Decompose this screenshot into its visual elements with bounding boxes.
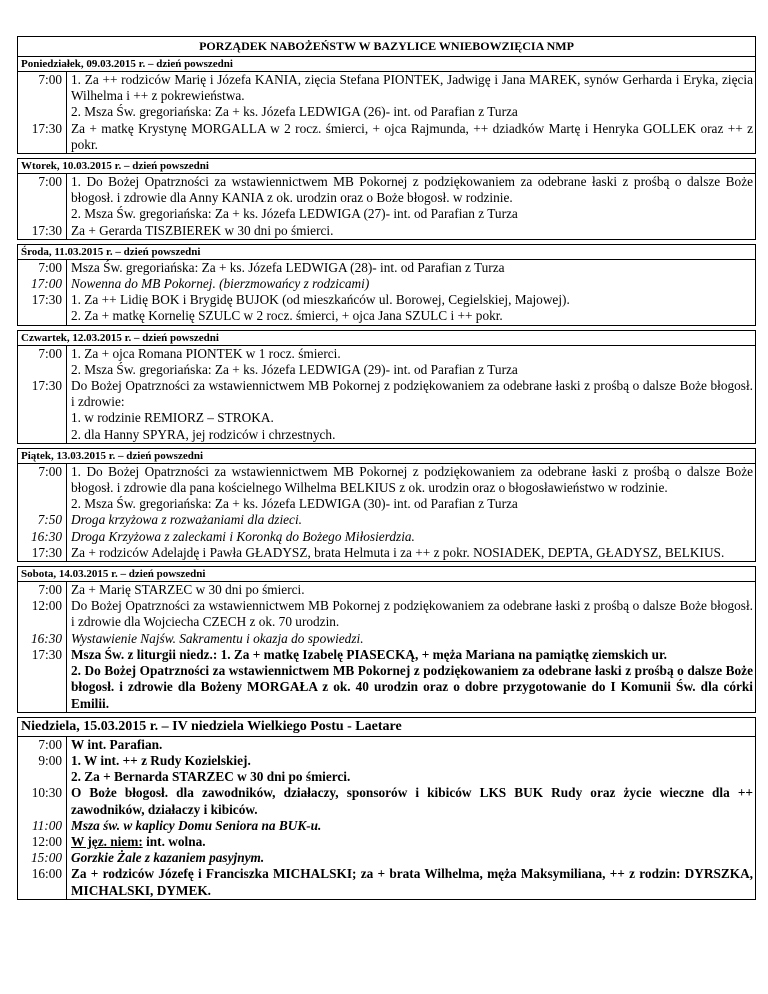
- intention-line: W int. Parafian.: [71, 736, 163, 752]
- mass-entry: [18, 292, 755, 324]
- mass-intention: [67, 834, 755, 850]
- mass-entry: [18, 260, 755, 276]
- mass-intention: [67, 512, 755, 528]
- mass-intention: [67, 223, 755, 239]
- day-header: Poniedziałek, 09.03.2015 r. – dzień powszedni: [18, 57, 755, 72]
- mass-entry: [18, 737, 755, 753]
- intention-line: 1. w rodzinie REMIORZ – STROKA.: [71, 410, 274, 426]
- mass-time: 16:30: [18, 631, 67, 647]
- mass-intention: [67, 647, 755, 712]
- intention-line: Za + Marię STARZEC w 30 dni po śmierci.: [71, 582, 305, 598]
- mass-entry: [18, 598, 755, 630]
- intention-line: W jęz. niem: int. wolna.: [71, 833, 206, 849]
- intention-line: O Boże błogosł. dla zawodników, działaczy, sponsorów i kibiców LKS BUK Rudy oraz życie wieczne dla ++ zawodników, działaczy i kibiców.: [71, 785, 753, 817]
- intention-line: 2. Do Bożej Opatrzności za wstawiennictwem MB Pokornej z podziękowaniem za odebrane łaski z prośbą o dalsze Boże błogosł. i zdrowie dla Bożeny MORGAŁA z ok. 40 urodzin oraz o dobre przygotowanie do I Komunii Św. dla córki Emilii.: [71, 663, 753, 711]
- mass-intention: [67, 631, 755, 647]
- intention-line: Do Bożej Opatrzności za wstawiennictwem MB Pokornej z podziękowaniem za odebrane łaski z prośbą o dalsze Boże błogosł. i zdrowie dla Wojciecha CZECH z ok. 70 urodzin.: [71, 598, 753, 630]
- mass-time: 7:00: [18, 72, 67, 121]
- mass-intention: [67, 174, 755, 223]
- day-block: [17, 244, 756, 326]
- day-block: [17, 158, 756, 240]
- intention-line: 2. dla Hanny SPYRA, jej rodziców i chrzestnych.: [71, 426, 336, 442]
- mass-time: 15:00: [18, 850, 67, 866]
- mass-intention: [67, 598, 755, 630]
- intention-line: Msza Św. z liturgii niedz.: 1. Za + matkę Izabelę PIASECKĄ, + męża Mariana na pamiątkę ziemskich ur.: [71, 646, 667, 662]
- mass-time: 7:00: [18, 174, 67, 223]
- intention-line: Za + rodziców Józefę i Franciszka MICHALSKI; za + brata Wilhelma, męża Maksymiliana, ++ z rodzin: DYRSZKA, MICHALSKI, DYMEK.: [71, 866, 753, 898]
- mass-time: 17:00: [18, 276, 67, 292]
- mass-intention: [67, 545, 755, 561]
- day-header: Piątek, 13.03.2015 r. – dzień powszedni: [18, 449, 755, 464]
- intention-line: Za + Gerarda TISZBIEREK w 30 dni po śmierci.: [71, 222, 334, 238]
- page-title: PORZĄDEK NABOŻEŃSTW W BAZYLICE WNIEBOWZIĘCIA NMP: [17, 36, 756, 56]
- day-block: [17, 717, 756, 900]
- day-header: Środa, 11.03.2015 r. – dzień powszedni: [18, 245, 755, 260]
- mass-entry: [18, 818, 755, 834]
- mass-intention: [67, 529, 755, 545]
- mass-entry: [18, 276, 755, 292]
- mass-entry: [18, 631, 755, 647]
- mass-intention: [67, 378, 755, 443]
- mass-intention: [67, 866, 755, 898]
- day-block: [17, 330, 756, 444]
- intention-line: 2. Za + matkę Kornelię SZULC w 2 rocz. śmierci, + ojca Jana SZULC i ++ pokr.: [71, 308, 503, 324]
- mass-time: 17:30: [18, 378, 67, 443]
- mass-entry: [18, 223, 755, 239]
- intention-line: Za + rodziców Adelajdę i Pawła GŁADYSZ, brata Helmuta i za ++ z pokr. NOSIADEK, DEPTA, GŁADYSZ, BELKIUS.: [71, 544, 725, 560]
- mass-time: 9:00: [18, 753, 67, 785]
- mass-entry: [18, 850, 755, 866]
- mass-entry: [18, 582, 755, 598]
- intention-line: Nowenna do MB Pokornej. (bierzmowańcy z rodzicami): [71, 276, 370, 292]
- mass-entry: [18, 121, 755, 153]
- intention-line: 2. Za + Bernarda STARZEC w 30 dni po śmierci.: [71, 769, 351, 785]
- mass-time: 17:30: [18, 121, 67, 153]
- mass-intention: [67, 464, 755, 513]
- mass-intention: [67, 753, 755, 785]
- mass-time: 7:00: [18, 737, 67, 753]
- mass-time: 11:00: [18, 818, 67, 834]
- intention-line: Msza św. w kaplicy Domu Seniora na BUK-u.: [71, 817, 322, 833]
- mass-time: 12:00: [18, 834, 67, 850]
- mass-entry: [18, 464, 755, 513]
- day-header: Sobota, 14.03.2015 r. – dzień powszedni: [18, 567, 755, 582]
- intention-line: 2. Msza Św. gregoriańska: Za + ks. Józefa LEDWIGA (27)- int. od Parafian z Turza: [71, 206, 518, 222]
- mass-time: 12:00: [18, 598, 67, 630]
- day-block: [17, 448, 756, 562]
- language-label: W jęz. niem:: [71, 833, 143, 849]
- intention-line: 1. Do Bożej Opatrzności za wstawiennictwem MB Pokornej z podziękowaniem za odebrane łaski z prośbą o dalsze Boże błogosł. i zdrowie dla pana kościelnego Wilhelma BELKIUS z ok. urodzin oraz o błogosławieństwo w rodzinie.: [71, 463, 753, 496]
- day-block: [17, 56, 756, 154]
- mass-intention: [67, 850, 755, 866]
- intention-line: Wystawienie Najśw. Sakramentu i okazja do spowiedzi.: [71, 630, 364, 646]
- mass-intention: [67, 785, 755, 817]
- mass-time: 16:00: [18, 866, 67, 898]
- mass-entry: [18, 753, 755, 785]
- mass-intention: [67, 346, 755, 378]
- mass-intention: [67, 737, 755, 753]
- intention-line: Za + matkę Krystynę MORGALLA w 2 rocz. śmierci, + ojca Rajmunda, ++ dziadków Martę i Henryka GOLLEK oraz ++ z pokr.: [71, 120, 753, 152]
- intention-line: Droga krzyżowa z rozważaniami dla dzieci.: [71, 512, 302, 528]
- mass-time: 17:30: [18, 223, 67, 239]
- intention-line: Gorzkie Żale z kazaniem pasyjnym.: [71, 850, 265, 866]
- mass-entry: [18, 545, 755, 561]
- mass-intention: [67, 121, 755, 153]
- mass-entry: [18, 785, 755, 817]
- intention-line: 1. Za + ojca Romana PIONTEK w 1 rocz. śmierci.: [71, 345, 341, 361]
- intention-line: 2. Msza Św. gregoriańska: Za + ks. Józefa LEDWIGA (26)- int. od Parafian z Turza: [71, 104, 518, 120]
- mass-entry: [18, 647, 755, 712]
- mass-time: 7:50: [18, 512, 67, 528]
- mass-intention: [67, 292, 755, 324]
- mass-entry: [18, 834, 755, 850]
- mass-entry: [18, 346, 755, 378]
- intention-line: Droga Krzyżowa z zaleckami i Koronką do Bożego Miłosierdzia.: [71, 528, 415, 544]
- mass-entry: [18, 72, 755, 121]
- mass-entry: [18, 529, 755, 545]
- mass-intention: [67, 260, 755, 276]
- mass-intention: [67, 818, 755, 834]
- day-header: Niedziela, 15.03.2015 r. – IV niedziela Wielkiego Postu - Laetare: [18, 718, 755, 737]
- mass-time: 17:30: [18, 545, 67, 561]
- schedule: [17, 56, 756, 900]
- day-header: Czwartek, 12.03.2015 r. – dzień powszedni: [18, 331, 755, 346]
- intention-line: 2. Msza Św. gregoriańska: Za + ks. Józefa LEDWIGA (30)- int. od Parafian z Turza: [71, 496, 518, 512]
- intention-line: 1. Do Bożej Opatrzności za wstawiennictwem MB Pokornej z podziękowaniem za odebrane łaski z prośbą o dalsze Boże błogosł. i zdrowie dla Anny KANIA z ok. urodzin oraz o Boże błogosł. w rodzinie.: [71, 174, 753, 206]
- mass-time: 17:30: [18, 292, 67, 324]
- mass-intention: [67, 582, 755, 598]
- mass-entry: [18, 174, 755, 223]
- mass-intention: [67, 276, 755, 292]
- mass-time: 16:30: [18, 529, 67, 545]
- intention-line: 1. W int. ++ z Rudy Kozielskiej.: [71, 752, 251, 768]
- mass-time: 7:00: [18, 346, 67, 378]
- intention-line: 1. Za ++ rodziców Marię i Józefa KANIA, zięcia Stefana PIONTEK, Jadwigę i Jana MAREK, synów Gerharda i Eryka, zięcia Wilhelma i ++ z pokrewieństwa.: [71, 72, 753, 104]
- intention-line: 1. Za ++ Lidię BOK i Brygidę BUJOK (od mieszkańców ul. Borowej, Cegielskiej, Majowej).: [71, 292, 570, 308]
- intention-line: 2. Msza Św. gregoriańska: Za + ks. Józefa LEDWIGA (29)- int. od Parafian z Turza: [71, 361, 518, 377]
- intention-line: Msza Św. gregoriańska: Za + ks. Józefa LEDWIGA (28)- int. od Parafian z Turza: [71, 259, 505, 275]
- day-block: [17, 566, 756, 713]
- intention-line: Do Bożej Opatrzności za wstawiennictwem MB Pokornej z podziękowaniem za odebrane łaski z prośbą o dalsze Boże błogosł. i zdrowie:: [71, 378, 753, 410]
- document: [17, 36, 756, 904]
- mass-time: 10:30: [18, 785, 67, 817]
- day-header: Wtorek, 10.03.2015 r. – dzień powszedni: [18, 159, 755, 174]
- mass-entry: [18, 866, 755, 898]
- mass-entry: [18, 512, 755, 528]
- mass-time: 7:00: [18, 582, 67, 598]
- mass-time: 17:30: [18, 647, 67, 712]
- mass-entry: [18, 378, 755, 443]
- mass-time: 7:00: [18, 464, 67, 513]
- mass-intention: [67, 72, 755, 121]
- mass-time: 7:00: [18, 260, 67, 276]
